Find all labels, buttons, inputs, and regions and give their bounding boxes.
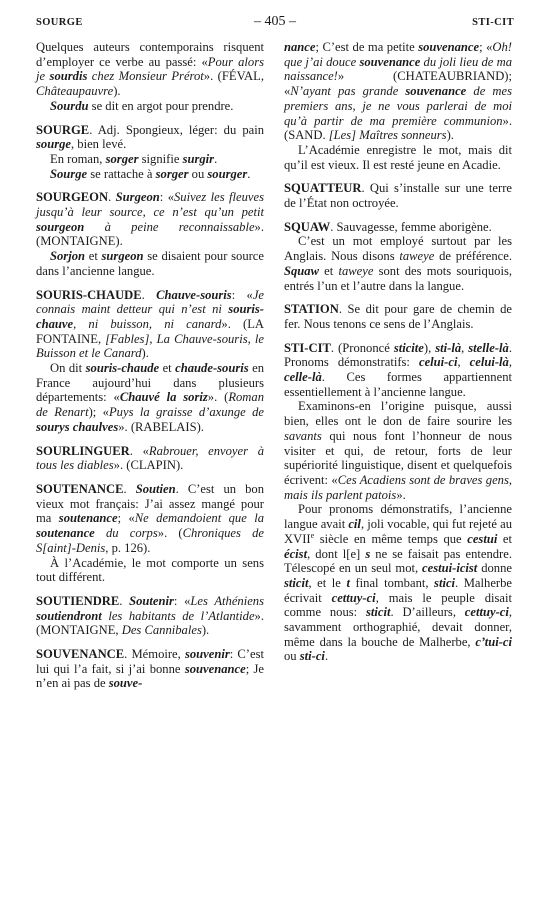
header-left-guideword: SOURGE (36, 17, 83, 28)
paragraph-spacer (36, 435, 264, 444)
souvenance-suite: nance; C’est de ma petite souvenance; «Oh! que j’ai douce souvenance du joli lieu de ma naissance!» (CHATEAUBRIAND); «N’ayant pas grande souvenance de mes premiers ans, je ne vous parlerai de moi qu’à partir de ma première communion». (SAND. [Les] Maîtres sonneurs). (284, 40, 513, 143)
soutenance-academie: À l’Académie, le mot comporte un sens tout différent. (36, 555, 264, 585)
sourge-rattache: Sourge se rattache à sorger ou sourger. (50, 166, 251, 181)
entry-sti-cit: STI-CIT. (Prononcé sticite), sti-là, stelle-là. Pronoms démonstratifs: celui-ci, celui-là, celle-là. Ces formes appartiennent essentiellement à l’ancienne langue. (284, 340, 512, 399)
entry-souris-chaude: SOURIS-CHAUDE. Chauve-souris: «Je connais maint detteur qui n’est ni souris-chauve, ni buisson, ni canard». (LA FONTAINE, [Fables], La Chauve-souris, le Buisson et le Canard). (36, 287, 264, 361)
entry-souvenance: SOUVENANCE. Mémoire, souvenir: C’est lui qui l’a fait, si j’ai bonne souvenance; Je n’en ai pas de souve- (36, 647, 264, 691)
entry-station: STATION. Se dit pour gare de chemin de fer. Nous tenons ce sens de l’Anglais. (284, 302, 512, 331)
sourde-citation: Quelques auteurs contemporains risquent d’employer ce verbe au passé: «Pour alors je sourdis chez Monsieur Prérot». (FÉVAL, Châteaupauvre). (36, 40, 265, 99)
souris-chaude-usage: On dit souris-chaude et chaude-souris en France aujourd’hui dans plusieurs départements: «Chauvé la soriz». (Roman de Renart); «Puys la graisse d’axunge de sourys chaulves». (RABELAIS). (36, 361, 265, 434)
paragraph-spacer (284, 172, 512, 181)
page-number: – 405 – (254, 14, 296, 29)
entry-sourlinguer: SOURLINGUER. «Rabrouer, envoyer à tous les diables». (CLAPIN). (36, 443, 264, 473)
sourdu-argot: Sourdu se dit en argot pour prendre. (50, 98, 234, 113)
sti-cit-histoire: Pour pronoms démonstratifs, l’ancienne langue avait cil, joli vocable, qui fut rejeté au XVIIe siècle en même temps que cestui et écist, dont l[e] s ne se faisait pas entendre. Télescopé en un seul mot, cestui-icist donne sticit, et le t final tombant, stici. Malherbe écrivait cettuy-ci, mais le peuple disait comme nous: sticit. D’ailleurs, cettuy-ci, savamment orthographié, devait donner, même dans la bouche de Malherbe, c’tui-ci ou sti-ci. (284, 502, 513, 664)
entry-sourge: SOURGE. Adj. Spongieux, léger: du pain sourge, bien levé. (36, 122, 264, 152)
entry-squaw: SQUAW. Sauvagesse, femme aborigène. (284, 219, 492, 234)
left-column (36, 40, 264, 691)
paragraph-spacer (284, 332, 512, 341)
sourgeon-sorjon: Sorjon et surgeon se disaient pour source dans l’ancienne langue. (36, 249, 264, 278)
header-right-guideword: STI-CIT (472, 17, 514, 28)
entry-soutenance: SOUTENANCE. Soutien. C’est un bon vieux mot français: J’ai assez mangé pour ma soutenance; «Ne demandoient que la soutenance du corps». (Chroniques de S[aint]-Denis, p. 126). (36, 481, 265, 555)
paragraph-spacer (284, 211, 512, 220)
paragraph-spacer (36, 638, 264, 647)
paragraph-spacer (36, 114, 264, 123)
entry-soutiendre: SOUTIENDRE. Soutenir: «Les Athéniens soutiendront les habitants de l’Atlantide». (MONTAIGNE, Des Cannibales). (36, 593, 265, 638)
paragraph-spacer (36, 473, 264, 482)
running-header (36, 14, 514, 32)
paragraph-spacer (36, 181, 264, 190)
souvenance-academie: L’Académie enregistre le mot, mais dit qu’il est vieux. Il est resté jeune en Acadie. (284, 142, 512, 172)
entry-sourgeon: SOURGEON. Surgeon: «Suivez les fleuves jusqu’à leur source, ce n’est qu’un petit sourgeon à peine reconnaissable». (MONTAIGNE). (36, 190, 264, 249)
sourge-roman: En roman, sorger signifie surgir. (50, 151, 218, 166)
squaw-usage: C’est un mot employé surtout par les Anglais. Nous disons taweye de préférence. Squaw et taweye sont des mots souriquois, entrés l’un et l’autre dans la langue. (284, 234, 512, 293)
paragraph-spacer (36, 279, 264, 288)
paragraph-spacer (284, 293, 512, 302)
sti-cit-origine: Examinons-en l’origine puisque, aussi bien, elles ont le don de faire sourire les savants qui nous font l’honneur de nous visiter et qui, de retour, forts de leur supériorité linguistique, disent et quelquefois écrivent: «Ces Acadiens sont de braves gens, mais ils parlent patois». (284, 399, 513, 502)
right-column (284, 40, 512, 664)
paragraph-spacer (36, 585, 264, 594)
entry-squatteur: SQUATTEUR. Qui s’installe sur une terre de l’État non octroyée. (284, 181, 512, 211)
